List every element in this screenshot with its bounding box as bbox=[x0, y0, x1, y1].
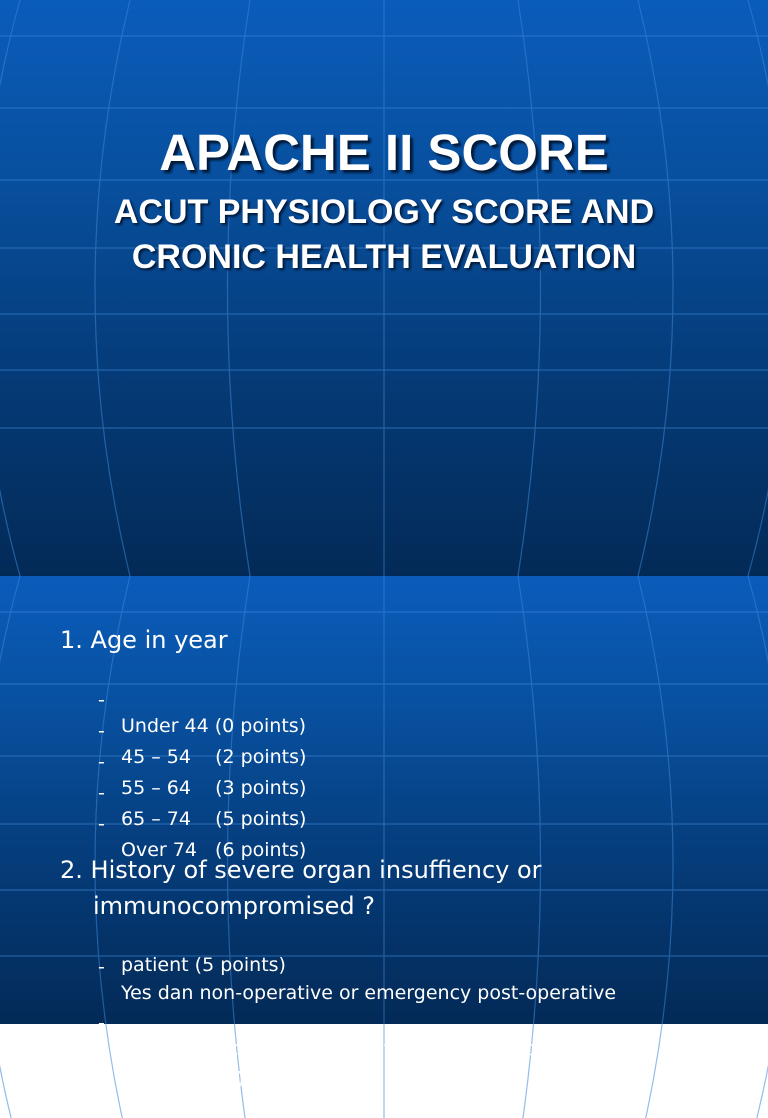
bullet-dash: - bbox=[98, 813, 105, 835]
bullet-dash: - bbox=[98, 720, 105, 742]
bullet-text-continued: patient (5 points) bbox=[121, 954, 286, 976]
slide-title-heading: APACHE II SCORE bbox=[159, 124, 609, 181]
bullet-text: 55 – 64 (3 points) bbox=[121, 777, 307, 799]
bullet-text: Under 44 (0 points) bbox=[121, 715, 307, 737]
bullet-text: Over 74 (6 points) bbox=[121, 839, 307, 861]
bullet-dash: - bbox=[98, 956, 105, 978]
item-2-heading-line-1: 2. History of severe organ insuffiency or bbox=[60, 856, 542, 884]
bullet-text: 65 – 74 (5 points) bbox=[121, 808, 307, 830]
bullet-dash: - bbox=[98, 782, 105, 804]
bullet-dash: - bbox=[98, 1012, 105, 1034]
bullet-text: Yes dan non-operative or emergency post-operative bbox=[121, 982, 617, 1004]
subtitle-line-2: CRONIC HEALTH EVALUATION bbox=[131, 238, 637, 276]
bullet-dash: - bbox=[98, 689, 105, 711]
subtitle-line-1: ACUT PHYSIOLOGY SCORE AND bbox=[113, 193, 655, 231]
bullet-text: No (0 points) bbox=[121, 1068, 245, 1090]
slide-subtitle bbox=[0, 190, 768, 280]
list-item bbox=[98, 1014, 245, 1118]
slide-content bbox=[0, 576, 768, 1090]
bullet-dash: - bbox=[98, 751, 105, 773]
item-1-heading: 1. Age in year bbox=[60, 626, 228, 654]
item-2-heading bbox=[60, 852, 542, 924]
bullet-dash: - bbox=[98, 1042, 105, 1064]
bullet-text: 45 – 54 (2 points) bbox=[121, 746, 307, 768]
bullet-text: Yes dan elective post-operative patient (2 points) bbox=[121, 1038, 591, 1060]
item-2-heading-line-2: immunocompromised ? bbox=[93, 892, 375, 920]
